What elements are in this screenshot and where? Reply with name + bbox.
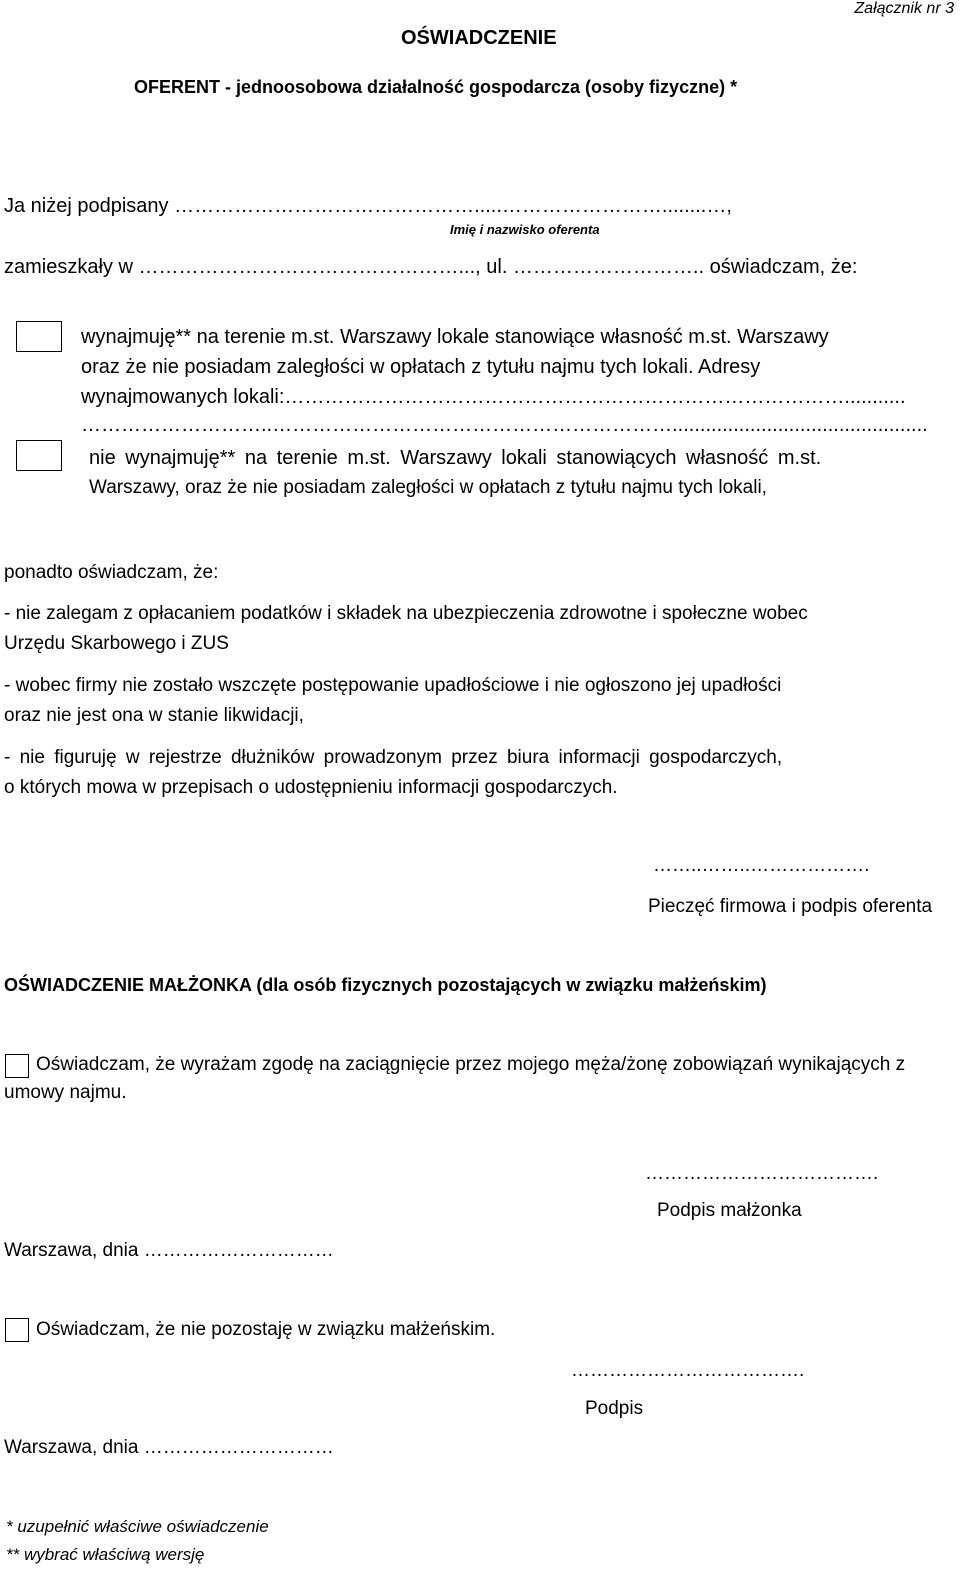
option-no-rent-line1: nie wynajmuję** na terenie m.st. Warszawy lokali stanowiących własność m.st. [89, 447, 822, 469]
spouse-consent-line1: Oświadczam, że wyrażam zgodę na zaciągnięcie przez mojego męża/żonę zobowiązań wynikających z [36, 1054, 906, 1075]
declaration-debtors-line2: o których mowa w przepisach o udostępnieniu informacji gospodarczych. [4, 777, 618, 798]
signature-dots: ………………………………. [571, 1360, 805, 1381]
page-title: OŚWIADCZENIE [401, 27, 557, 49]
date-line-1: Warszawa, dnia ………………………… [4, 1240, 334, 1261]
not-married-statement: Oświadczam, że nie pozostaję w związku małżeńskim. [36, 1319, 496, 1340]
spouse-signature-label: Podpis małżonka [657, 1200, 802, 1221]
declaration-taxes-line2: Urzędu Skarbowego i ZUS [4, 633, 229, 654]
checkbox-rent[interactable] [16, 321, 62, 352]
declaration-bankruptcy-line1: - wobec firmy nie zostało wszczęte postępowanie upadłościowe i nie ogłoszono jej upadłości [4, 675, 782, 696]
checkbox-spouse-consent[interactable] [5, 1054, 29, 1078]
offerent-signature-dots: ……..……..………………. [653, 855, 870, 876]
option-rent-line3: wynajmowanych lokali:…………………………………………………………………………........... [81, 386, 906, 408]
spouse-heading: OŚWIADCZENIE MAŁŻONKA (dla osób fizycznych pozostających w związku małżeńskim) [4, 975, 767, 995]
spouse-signature-dots: ………………………………. [645, 1163, 879, 1184]
name-caption: Imię i nazwisko oferenta [450, 222, 600, 237]
offerent-signature-label: Pieczęć firmowa i podpis oferenta [648, 896, 933, 917]
signature-label: Podpis [585, 1398, 644, 1419]
annex-label: Załącznik nr 3 [854, 0, 954, 17]
option-rent-line1: wynajmuję** na terenie m.st. Warszawy lokale stanowiące własność m.st. Warszawy [81, 326, 829, 348]
footnote-1: * uzupełnić właściwe oświadczenie [6, 1517, 269, 1536]
spouse-consent-line2: umowy najmu. [4, 1082, 127, 1103]
footnote-2: ** wybrać właściwą wersję [6, 1545, 205, 1564]
checkbox-no-rent[interactable] [16, 440, 62, 471]
date-line-2: Warszawa, dnia ………………………… [4, 1437, 334, 1458]
declaration-debtors-line1: - nie figuruję w rejestrze dłużników prowadzonym przez biura informacji gospodarczych, [4, 747, 783, 768]
declarations-intro: ponadto oświadczam, że: [4, 562, 219, 583]
option-rent-line4: ………………………..…………………………………………………….............................................. [81, 414, 928, 436]
declaration-taxes-line1: - nie zalegam z opłacaniem podatków i składek na ubezpieczenia zdrowotne i społeczne wobec [4, 603, 808, 624]
declaration-bankruptcy-line2: oraz nie jest ona w stanie likwidacji, [4, 705, 304, 726]
declarant-name-line: Ja niżej podpisany ……………………………………….....……………………........…, [4, 195, 732, 217]
option-no-rent-line2: Warszawy, oraz że nie posiadam zaległości w opłatach z tytułu najmu tych lokali, [89, 477, 767, 498]
page-subtitle: OFERENT - jednoosobowa działalność gospodarcza (osoby fizyczne) * [134, 77, 738, 97]
option-rent-line2: oraz że nie posiadam zaległości w opłatach z tytułu najmu tych lokali. Adresy [81, 356, 761, 378]
address-line: zamieszkały w …………………………………………..., ul. ……………………….. oświadczam, że: [4, 256, 858, 278]
checkbox-not-married[interactable] [5, 1318, 29, 1342]
